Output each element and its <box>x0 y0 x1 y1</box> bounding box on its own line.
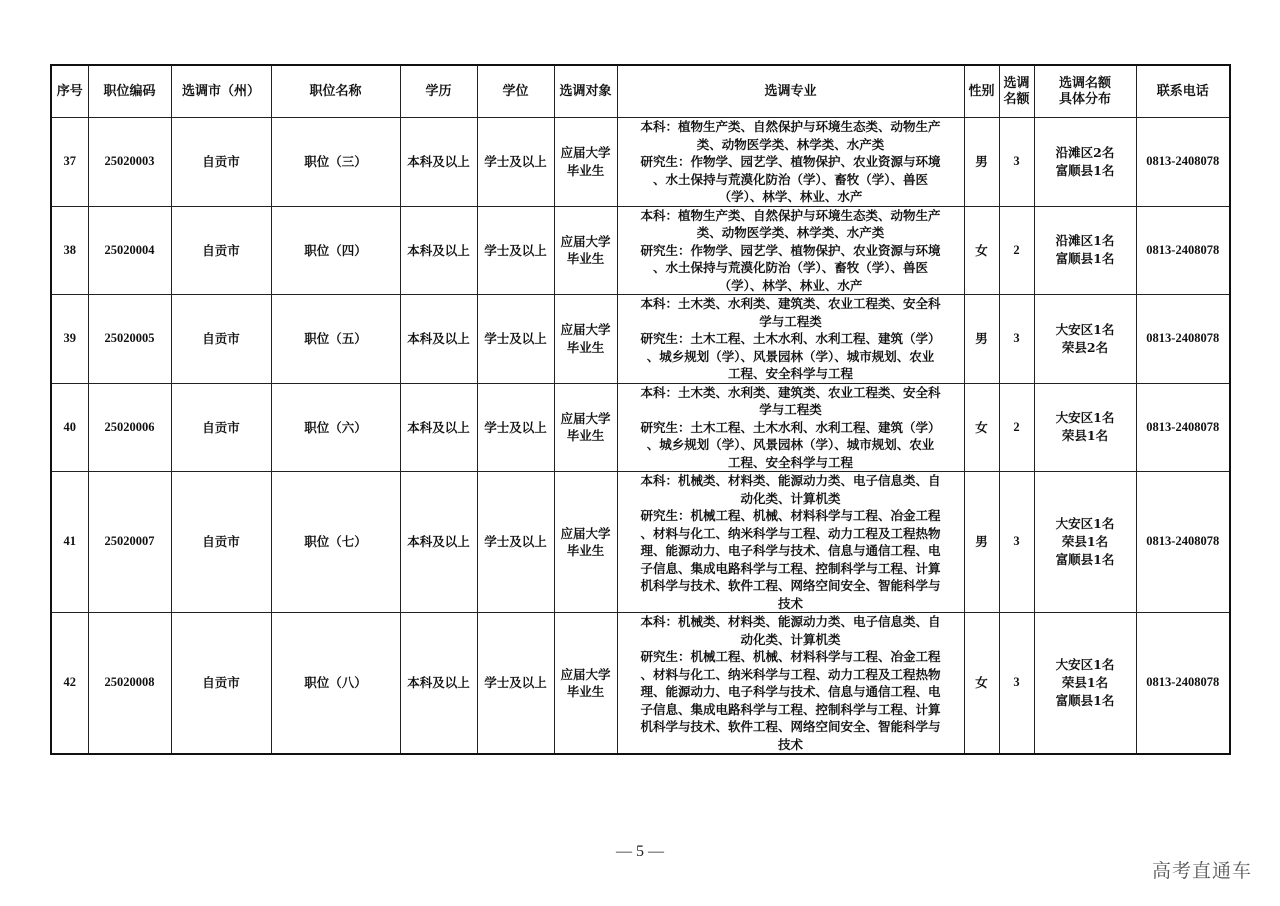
cell-city: 自贡市 <box>171 383 271 472</box>
cell-phone: 0813-2408078 <box>1136 206 1230 295</box>
header-no: 序号 <box>51 65 88 118</box>
cell-degree: 学士及以上 <box>477 295 554 384</box>
major-line: 、水土保持与荒漠化防治（学）、畜牧（学）、兽医 <box>652 171 928 187</box>
major-line: 本科：植物生产类、自然保护与环境生态类、动物生产 <box>640 119 941 134</box>
cell-major <box>617 472 964 613</box>
cell-distribution <box>1034 613 1136 755</box>
distribution-line: 荣县1名 <box>1061 675 1109 690</box>
target-line: 应届大学 <box>560 666 611 682</box>
cell-gender: 男 <box>964 472 999 613</box>
major-line: 类、动物医学类、林学类、水产类 <box>696 136 885 152</box>
distribution-line: 荣县1名 <box>1061 428 1109 444</box>
major-line: 技术 <box>777 595 803 611</box>
major-line: 、材料与化工、纳米科学与工程、动力工程及工程热物 <box>640 525 941 541</box>
cell-quota: 3 <box>999 613 1034 755</box>
cell-city: 自贡市 <box>171 206 271 295</box>
distribution-line: 大安区1名 <box>1055 516 1115 531</box>
cell-no: 40 <box>51 383 88 472</box>
table-row <box>51 295 1230 384</box>
cell-target <box>554 118 617 207</box>
table-header-row <box>51 65 1230 118</box>
cell-degree: 学士及以上 <box>477 206 554 295</box>
major-line: 、城乡规划（学）、风景园林（学）、城市规划、农业 <box>646 437 935 452</box>
cell-phone: 0813-2408078 <box>1136 118 1230 207</box>
header-quota-line: 选调 <box>1003 75 1030 91</box>
major-line: 学与工程类 <box>759 313 822 329</box>
target-line: 毕业生 <box>566 339 605 355</box>
cell-quota: 3 <box>999 295 1034 384</box>
cell-quota: 2 <box>999 383 1034 472</box>
cell-title: 职位（三） <box>271 118 400 207</box>
distribution-line: 大安区1名 <box>1055 410 1115 426</box>
distribution-line: 荣县1名 <box>1061 534 1109 549</box>
cell-no: 42 <box>51 613 88 755</box>
distribution-line: 荣县2名 <box>1061 339 1109 355</box>
cell-title: 职位（五） <box>271 295 400 384</box>
cell-distribution <box>1034 295 1136 384</box>
cell-city: 自贡市 <box>171 472 271 613</box>
cell-gender: 女 <box>964 206 999 295</box>
major-line: 本科：机械类、材料类、能源动力类、电子信息类、自 <box>640 614 941 629</box>
cell-major <box>617 295 964 384</box>
header-major: 选调专业 <box>617 65 964 118</box>
target-line: 毕业生 <box>566 543 605 558</box>
header-quota-line: 名额 <box>1003 91 1030 107</box>
distribution-line: 富顺县1名 <box>1055 251 1115 267</box>
cell-degree: 学士及以上 <box>477 472 554 613</box>
major-line: 技术 <box>777 736 803 752</box>
header-distribution <box>1034 65 1136 118</box>
cell-gender: 男 <box>964 295 999 384</box>
table-row <box>51 613 1230 755</box>
major-line: 工程、安全科学与工程 <box>727 366 853 381</box>
header-quota <box>999 65 1034 118</box>
cell-title: 职位（四） <box>271 206 400 295</box>
table-row <box>51 206 1230 295</box>
cell-quota: 3 <box>999 118 1034 207</box>
major-line: 研究生：土木工程、土木水利、水利工程、建筑（学） <box>640 331 941 346</box>
cell-distribution <box>1034 383 1136 472</box>
major-line: 理、能源动力、电子科学与技术、信息与通信工程、电 <box>640 684 941 699</box>
major-line: 动化类、计算机类 <box>740 490 841 506</box>
page-number: — 5 — <box>616 843 664 860</box>
distribution-line: 沿滩区2名 <box>1055 144 1115 160</box>
cell-phone: 0813-2408078 <box>1136 613 1230 755</box>
cell-gender: 女 <box>964 613 999 755</box>
cell-code: 25020006 <box>88 383 171 472</box>
header-target: 选调对象 <box>554 65 617 118</box>
cell-title: 职位（八） <box>271 613 400 755</box>
target-line: 应届大学 <box>560 322 611 338</box>
cell-quota: 3 <box>999 472 1034 613</box>
cell-education: 本科及以上 <box>400 613 477 755</box>
target-line: 毕业生 <box>566 684 605 699</box>
target-line: 应届大学 <box>560 145 611 161</box>
distribution-line: 沿滩区1名 <box>1055 233 1115 249</box>
major-line: 动化类、计算机类 <box>740 631 841 647</box>
header-phone: 联系电话 <box>1136 65 1230 118</box>
cell-major <box>617 118 964 207</box>
cell-title: 职位（六） <box>271 383 400 472</box>
cell-no: 39 <box>51 295 88 384</box>
cell-target <box>554 383 617 472</box>
cell-no: 41 <box>51 472 88 613</box>
cell-phone: 0813-2408078 <box>1136 472 1230 613</box>
major-line: （学）、林学、林业、水产 <box>718 189 863 204</box>
major-line: 理、能源动力、电子科学与技术、信息与通信工程、电 <box>640 543 941 558</box>
cell-city: 自贡市 <box>171 118 271 207</box>
major-line: 子信息、集成电路科学与工程、控制科学与工程、计算 <box>640 560 941 576</box>
cell-major <box>617 613 964 755</box>
cell-degree: 学士及以上 <box>477 383 554 472</box>
cell-quota: 2 <box>999 206 1034 295</box>
cell-code: 25020004 <box>88 206 171 295</box>
major-line: 、材料与化工、纳米科学与工程、动力工程及工程热物 <box>640 666 941 682</box>
cell-education: 本科及以上 <box>400 118 477 207</box>
cell-education: 本科及以上 <box>400 206 477 295</box>
target-line: 毕业生 <box>566 428 605 444</box>
distribution-line: 大安区1名 <box>1055 657 1115 672</box>
cell-phone: 0813-2408078 <box>1136 383 1230 472</box>
target-line: 毕业生 <box>566 162 605 178</box>
major-line: 本科：机械类、材料类、能源动力类、电子信息类、自 <box>640 473 941 488</box>
distribution-line: 富顺县1名 <box>1055 552 1115 567</box>
table-row <box>51 472 1230 613</box>
cell-target <box>554 472 617 613</box>
major-line: 本科：植物生产类、自然保护与环境生态类、动物生产 <box>640 207 941 223</box>
major-line: 工程、安全科学与工程 <box>727 454 853 470</box>
major-line: 本科：土木类、水利类、建筑类、农业工程类、安全科 <box>640 384 941 400</box>
major-line: 机科学与技术、软件工程、网络空间安全、智能科学与 <box>640 719 941 734</box>
header-gender: 性别 <box>964 65 999 118</box>
table-row <box>51 383 1230 472</box>
cell-code: 25020008 <box>88 613 171 755</box>
major-line: 学与工程类 <box>759 402 822 417</box>
major-line: 研究生：机械工程、机械、材料科学与工程、冶金工程 <box>640 649 941 664</box>
table-row <box>51 118 1230 207</box>
major-line: 研究生：土木工程、土木水利、水利工程、建筑（学） <box>640 419 941 435</box>
cell-target <box>554 613 617 755</box>
cell-major <box>617 206 964 295</box>
cell-no: 38 <box>51 206 88 295</box>
header-code: 职位编码 <box>88 65 171 118</box>
cell-gender: 女 <box>964 383 999 472</box>
major-line: 、水土保持与荒漠化防治（学）、畜牧（学）、兽医 <box>652 260 928 275</box>
cell-target <box>554 206 617 295</box>
cell-code: 25020007 <box>88 472 171 613</box>
cell-code: 25020005 <box>88 295 171 384</box>
major-line: 、城乡规划（学）、风景园林（学）、城市规划、农业 <box>646 348 935 364</box>
cell-degree: 学士及以上 <box>477 613 554 755</box>
cell-degree: 学士及以上 <box>477 118 554 207</box>
header-education: 学历 <box>400 65 477 118</box>
cell-education: 本科及以上 <box>400 472 477 613</box>
target-line: 应届大学 <box>560 525 611 541</box>
cell-education: 本科及以上 <box>400 383 477 472</box>
header-title: 职位名称 <box>271 65 400 118</box>
distribution-line: 富顺县1名 <box>1055 693 1115 708</box>
table-body <box>51 118 1230 755</box>
cell-distribution <box>1034 118 1136 207</box>
major-line: 研究生：作物学、园艺学、植物保护、农业资源与环境 <box>640 242 941 258</box>
major-line: 机科学与技术、软件工程、网络空间安全、智能科学与 <box>640 578 941 593</box>
header-city: 选调市（州） <box>171 65 271 118</box>
distribution-line: 富顺县1名 <box>1055 162 1115 178</box>
cell-gender: 男 <box>964 118 999 207</box>
header-degree: 学位 <box>477 65 554 118</box>
header-dist-line: 具体分布 <box>1058 91 1111 107</box>
major-line: 研究生：作物学、园艺学、植物保护、农业资源与环境 <box>640 154 941 169</box>
cell-code: 25020003 <box>88 118 171 207</box>
watermark: 高考直通车 <box>1151 860 1252 882</box>
target-line: 应届大学 <box>560 410 611 426</box>
major-line: 子信息、集成电路科学与工程、控制科学与工程、计算 <box>640 701 941 717</box>
major-line: 类、动物医学类、林学类、水产类 <box>696 225 885 240</box>
distribution-line: 大安区1名 <box>1055 321 1115 337</box>
target-line: 毕业生 <box>566 251 605 267</box>
major-line: 研究生：机械工程、机械、材料科学与工程、冶金工程 <box>640 508 941 523</box>
cell-title: 职位（七） <box>271 472 400 613</box>
target-line: 应届大学 <box>560 233 611 249</box>
positions-table <box>50 64 1231 755</box>
cell-distribution <box>1034 206 1136 295</box>
header-dist-line: 选调名额 <box>1058 75 1111 91</box>
cell-city: 自贡市 <box>171 613 271 755</box>
cell-target <box>554 295 617 384</box>
cell-city: 自贡市 <box>171 295 271 384</box>
major-line: 本科：土木类、水利类、建筑类、农业工程类、安全科 <box>640 296 941 311</box>
cell-education: 本科及以上 <box>400 295 477 384</box>
cell-distribution <box>1034 472 1136 613</box>
cell-major <box>617 383 964 472</box>
cell-phone: 0813-2408078 <box>1136 295 1230 384</box>
major-line: （学）、林学、林业、水产 <box>718 277 863 293</box>
cell-no: 37 <box>51 118 88 207</box>
